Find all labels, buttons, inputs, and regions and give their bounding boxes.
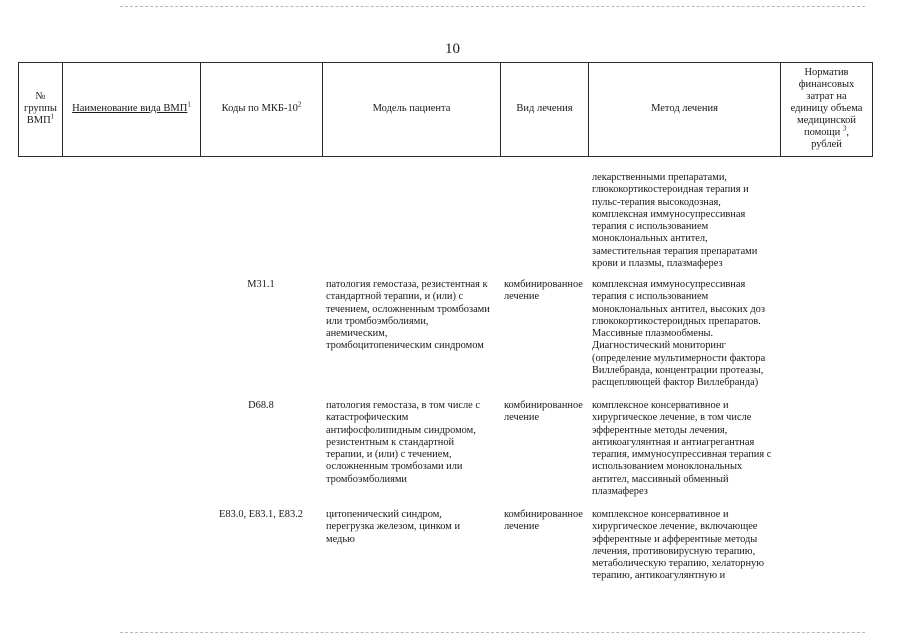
header-mkb-codes: Коды по МКБ-$10^2$ [221,100,302,114]
treatment-type-cell: комбинированное лечение [504,509,583,533]
treatment-type-cell: комбинированное лечение [504,279,583,303]
mkb-code-cell: E83.0, E83.1, E83.2 [219,509,303,520]
mkb-code-cell: D68.8 [248,400,274,411]
page-number: 10 [445,41,460,57]
header-norm: Норматив финансовых затрат на единицу объема медицинской помощи $^3$, рублей [790,67,863,150]
header-patient-model: Модель пациента [372,103,451,114]
patient-model-cell: цитопенический синдром, перегрузка железом, цинком и медью [326,509,461,545]
method-cell: комплексная иммуносупрессивная терапия с использованием моноклональных антител, высоких доз глюкокортикостероидных препаратов. Массивные плазмообмены. Диагностический мониторинг (определение мультимерности фактора Виллебранда, концентрации протеазы, расщепляющей фактор Виллебранда) [592,279,766,389]
method-cell: лекарственными препаратами, глюкокортикостероидная терапия и пульс-терапия высокодозная, комплексная иммуносупрессивная терапия с использованием моноклональных антител, заместительная терапия препаратами крови и плазмы, плазмаферез [592,172,758,270]
header-treatment-method: Метод лечения [651,103,718,114]
method-cell: комплексное консервативное и хирургическое лечение, включающее эфферентные и афферентные методы лечения, противовирусную терапию, метаболическую терапию, хелаторную терапию, антикоагулянтную и [592,509,765,582]
header-bottom-border [18,156,872,157]
scan-artifact-top [120,6,865,7]
header-treatment-type: Вид лечения [516,103,573,114]
header-group-no: № группы ВМП$^1$ [24,91,57,126]
col-border-7 [872,62,873,157]
scan-artifact-bottom [120,632,865,633]
header-vmp-name: Наименование вида ВМП$^1$ [72,100,191,114]
patient-model-cell: патология гемостаза, резистентная к стандартной терапии, и (или) с течением, осложненным тромбозами или тромбоэмболиями, анемическим, тромбоцитопеническим синдромом [326,279,490,352]
patient-model-cell: патология гемостаза, в том числе с катастрофическим антифосфолипидным синдромом, резистентным к стандартной терапии, и (или) с течением, осложненным тромбозами или тромбоэмболиями [326,400,480,485]
mkb-code-cell: M31.1 [247,279,275,290]
treatment-type-cell: комбинированное лечение [504,400,583,424]
method-cell: комплексное консервативное и хирургическое лечение, в том числе эфферентные методы лечения, антикоагулянтная и антиагрегантная терапия, иммуносупрессивная терапия с использованием моноклональных антител, массивный обменный плазмаферез [592,400,772,498]
